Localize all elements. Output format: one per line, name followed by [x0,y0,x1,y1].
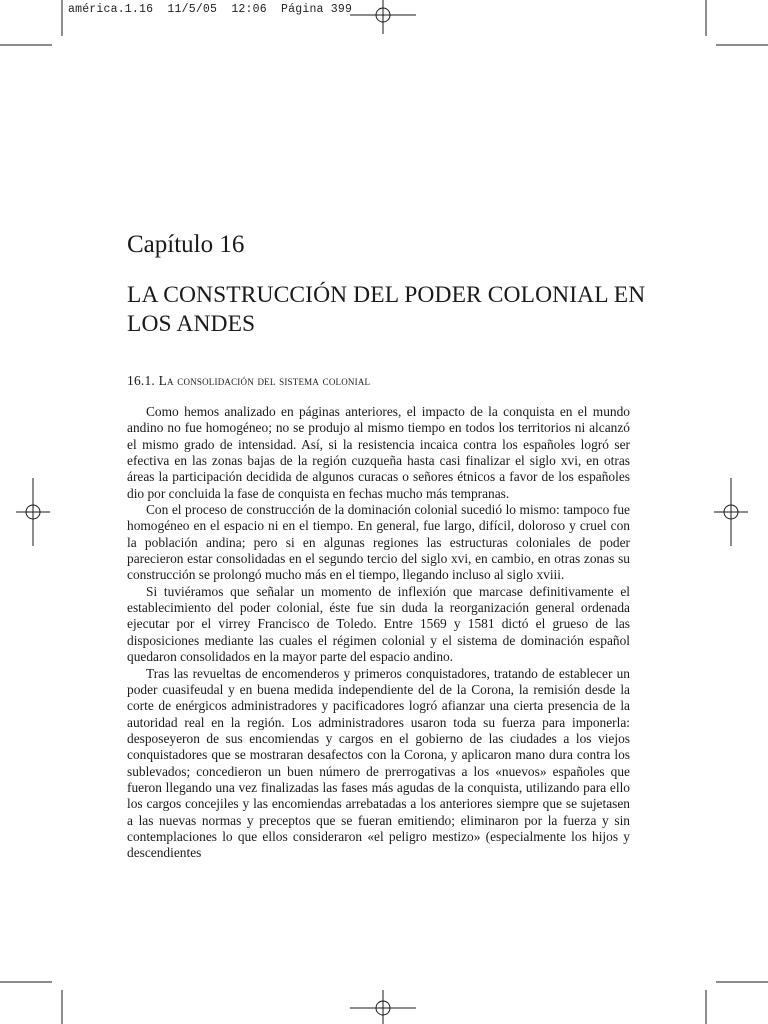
paragraph: Como hemos analizado en páginas anteriores, el impacto de la conquista en el mundo andino no fue homogéneo; no se produjo al mismo tiempo en todos los territorios ni alcanzó el mismo grado de intensidad. Así, si la resistencia incaica contra los españoles logró ser efectiva en las zonas bajas de la región cuzqueña hasta casi finalizar el siglo xvi, en otras áreas la participación decidida de algunos curacas o señores étnicos a favor de los españoles dio por concluida la fase de conquista en fechas mucho más tempranas. [127,404,630,501]
paragraph: Con el proceso de construcción de la dominación colonial sucedió lo mismo: tampoco fue homogéneo en el espacio ni en el tiempo. En general, fue largo, difícil, doloroso y cruel con la población andina; pero si en algunas regiones las estructuras coloniales de poder parecieron estar consolidadas en el segundo tercio del siglo xvi, en cambio, en otras zonas su construcción se prolongó mucho más en el tiempo, llegando incluso al siglo xviii. [127,502,630,583]
registration-mark-left [16,478,50,546]
crop-mark-bottom-right [706,982,768,1024]
crop-mark-top-right [706,0,768,45]
registration-mark-right [714,478,748,546]
paragraph: Si tuviéramos que señalar un momento de inflexión que marcase definitivamente el establecimiento del poder colonial, éste fue sin duda la reorganización general ordenada ejecutar por el virrey Francisco de Toledo. Entre 1569 y 1581 dictó el grueso de las disposiciones mediante las cuales el régimen colonial y el sistema de dominación español quedaron consolidados en la mayor parte del espacio andino. [127,583,630,665]
paragraph: Tras las revueltas de encomenderos y primeros conquistadores, tratando de establecer un poder cuasifeudal y en buena medida independiente del de la Corona, la remisión desde la corte de enérgicos administradores y pacificadores logró afianzar una cierta presencia de la autoridad real en la región. Los administradores usaron toda su fuerza para imponerla: desposeyeron de sus encomiendas y cargos en el gobierno de las ciudades a los viejos conquistadores que se mostraran desafectos con la Corona, y aplicaron mano dura contra los sublevados; concedieron un buen número de prerrogativas a los «nuevos» españoles que fueron llegando una vez finalizadas las fases más agudas de la conquista, utilizando para ello los cargos concejiles y las encomiendas arrebatadas a los anteriores siempre que se sujetasen a las nuevas normas y preceptos que se fueran emitiendo; eliminaron por la fuerza y sin contemplaciones lo que ellos consideraron «el peligro mestizo» (especialmente los hijos y descendientes [127,665,630,861]
section-heading: 16.1. La consolidación del sistema colonial [127,373,371,388]
chapter-label: Capítulo 16 [127,231,245,258]
registration-mark-bottom [350,990,416,1024]
chapter-title: LA CONSTRUCCIÓN DEL PODER COLONIAL EN LOS ANDES [127,282,646,337]
body-text [127,404,630,862]
crop-mark-bottom-left [0,982,62,1024]
print-slug-header: américa.1.16 11/5/05 12:06 Página 399 [68,3,353,16]
registration-mark-top [350,0,416,34]
crop-mark-top-left [0,0,62,45]
